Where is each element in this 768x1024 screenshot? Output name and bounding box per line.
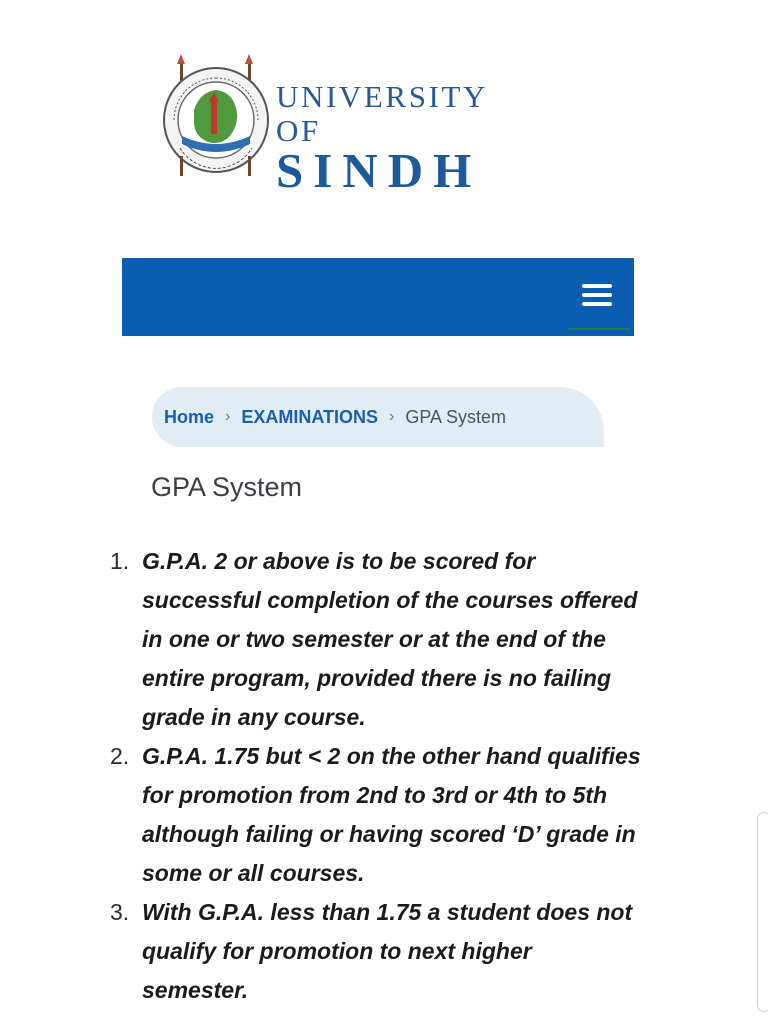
edge-scroll-handle[interactable] — [757, 812, 768, 1012]
rule-line: for promotion from 2nd to 3rd or 4th to 5th — [142, 782, 608, 808]
breadcrumb-current: GPA System — [405, 406, 507, 427]
rule-line: G.P.A. 2 or above is to be scored for — [142, 548, 536, 574]
list-item — [110, 893, 680, 1010]
page-title: GPA System — [151, 472, 303, 502]
university-seal-icon — [160, 52, 272, 178]
main-navbar — [122, 258, 634, 336]
hamburger-menu-button[interactable] — [582, 284, 616, 314]
gpa-rules-list — [110, 542, 680, 1010]
university-logo[interactable] — [160, 52, 540, 198]
list-item — [110, 737, 680, 893]
list-item-number: 2. — [110, 743, 130, 769]
rule-line: qualify for promotion to next higher — [142, 938, 532, 964]
breadcrumb-home-link[interactable]: Home — [164, 406, 215, 427]
rule-line: semester. — [142, 977, 249, 1003]
rule-line: entire program, provided there is no failing — [142, 665, 612, 691]
rule-line: grade in any course. — [142, 704, 366, 730]
list-item-number: 1. — [110, 548, 130, 574]
menu-active-underline — [568, 328, 630, 330]
hamburger-menu-icon — [582, 284, 612, 288]
rule-line: some or all courses. — [142, 860, 365, 886]
hamburger-menu-icon-bar — [582, 302, 612, 306]
list-item-number: 3. — [110, 899, 130, 925]
university-wordmark — [276, 79, 540, 198]
rule-line: With G.P.A. less than 1.75 a student does not — [142, 899, 633, 925]
chevron-right-icon: › — [389, 408, 395, 425]
list-item — [110, 542, 680, 737]
wordmark-line-2: SINDH — [276, 143, 482, 198]
rule-line: in one or two semester or at the end of the — [142, 626, 606, 652]
breadcrumb — [152, 387, 604, 447]
rule-line: G.P.A. 1.75 but < 2 on the other hand qualifies — [142, 743, 641, 769]
breadcrumb-examinations-link[interactable]: EXAMINATIONS — [241, 406, 379, 427]
wordmark-line-1: UNIVERSITY OF — [276, 79, 487, 148]
rule-line: although failing or having scored ‘D’ grade in — [142, 821, 636, 847]
chevron-right-icon: › — [225, 408, 231, 425]
rule-line: successful completion of the courses offered — [142, 587, 638, 613]
hamburger-menu-icon-bar — [582, 293, 612, 297]
